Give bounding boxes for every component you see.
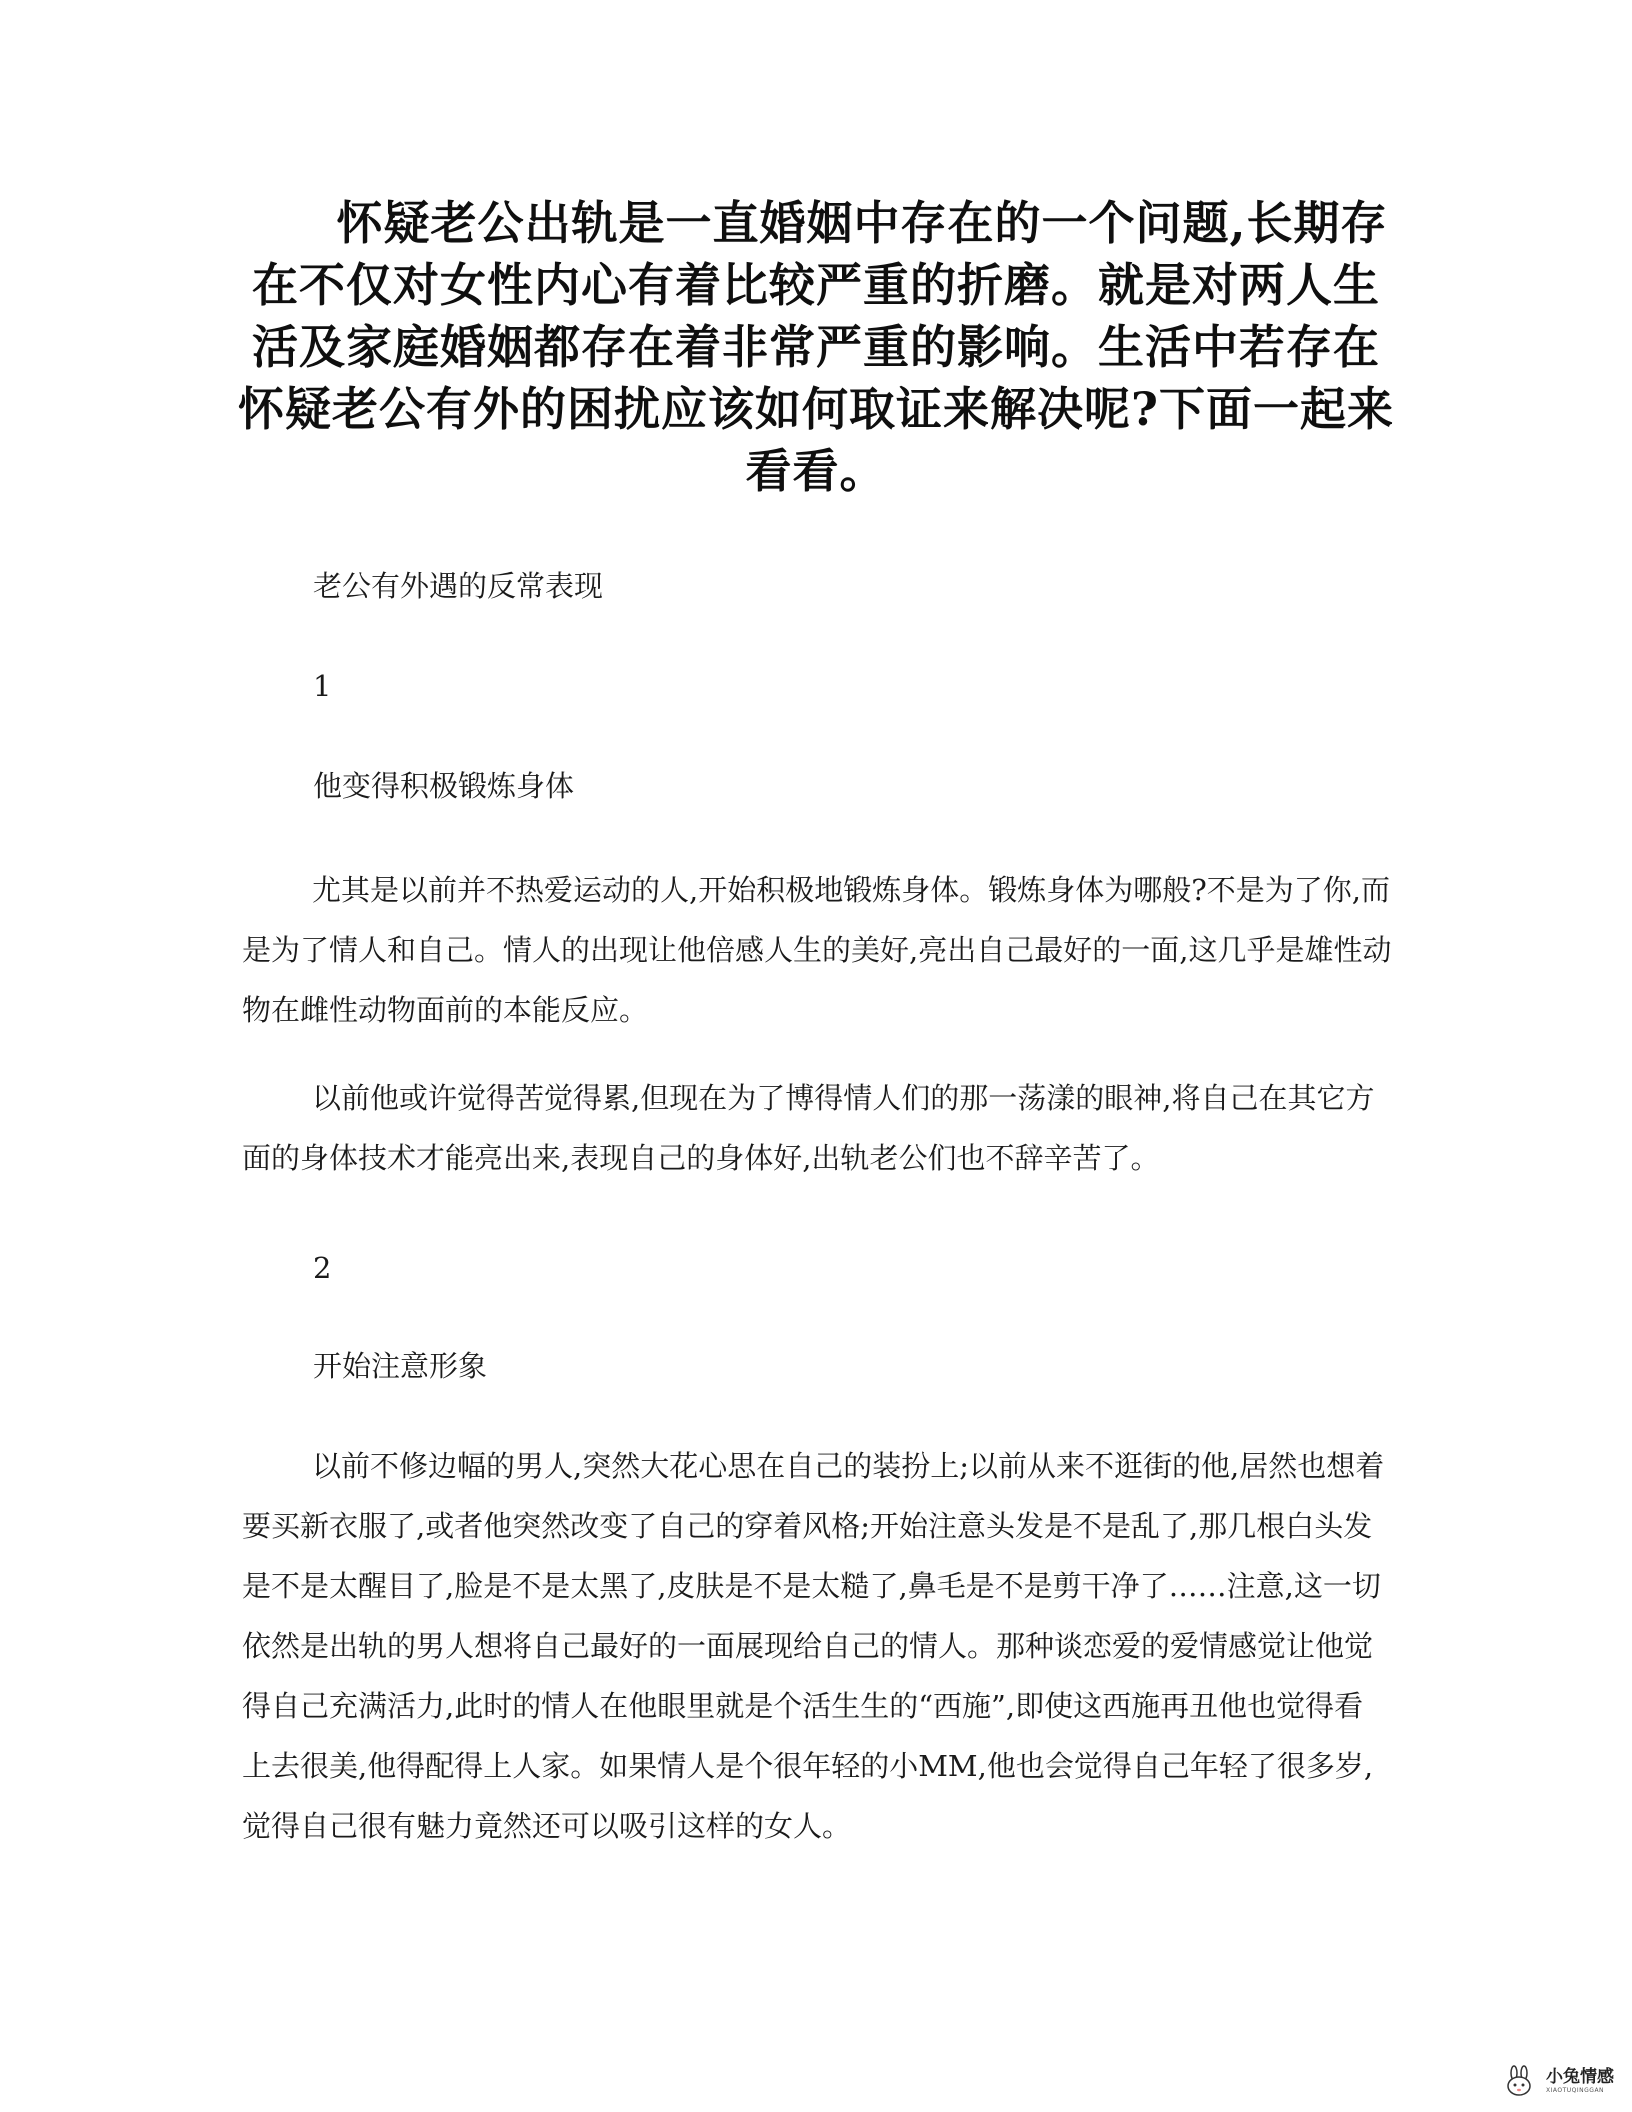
watermark-subtitle: XIAOTUQINGGAN <box>1546 2086 1605 2094</box>
item-heading: 开始注意形象 <box>313 1349 488 1383</box>
paragraph: 以前他或许觉得苦觉得累,但现在为了博得情人们的那一荡漾的眼神,将自己在其它方面的身体技术才能亮出来,表现自己的身体好,出轨老公们也不辞辛苦了。 <box>242 1081 1375 1175</box>
paragraph: 以前不修边幅的男人,突然大花心思在自己的装扮上;以前从来不逛街的他,居然也想着要买新衣服了,或者他突然改变了自己的穿着风格;开始注意头发是不是乱了,那几根白头发是不是太醒目了,脸是不是太黑了,皮肤是不是太糙了,鼻毛是不是剪干净了……注意,这一切依然是出轨的男人想将自己最好的一面展现给自己的情人。那种谈恋爱的爱情感觉让他觉得自己充满活力,此时的情人在他眼里就是个活生生的“西施”,即使这西施再丑他也觉得看上去很美,他得配得上人家。如果情人是个很年轻的小MM,他也会觉得自己年轻了很多岁,觉得自己很有魅力竟然还可以吸引这样的女人。 <box>242 1449 1385 1843</box>
item-number: 2 <box>313 1251 332 1285</box>
watermark-text <box>1546 2066 1614 2094</box>
paragraph: 尤其是以前并不热爱运动的人,开始积极地锻炼身体。锻炼身体为哪般?不是为了你,而是为了情人和自己。情人的出现让他倍感人生的美好,亮出自己最好的一面,这几乎是雄性动物在雌性动物面前的本能反应。 <box>242 873 1392 1027</box>
item-number: 1 <box>313 669 332 703</box>
document-title: 怀疑老公出轨是一直婚姻中存在的一个问题,长期存在不仅对女性内心有着比较严重的折磨。就是对两人生活及家庭婚姻都存在着非常严重的影响。生活中若存在怀疑老公有外的困扰应该如何取证来解决呢?下面一起来看看。 <box>238 196 1394 498</box>
section-heading: 老公有外遇的反常表现 <box>313 569 604 603</box>
rabbit-logo-icon <box>1500 2065 1540 2097</box>
watermark-name: 小兔情感 <box>1546 2066 1614 2087</box>
item-heading: 他变得积极锻炼身体 <box>313 769 575 803</box>
watermark <box>1500 2058 1614 2104</box>
